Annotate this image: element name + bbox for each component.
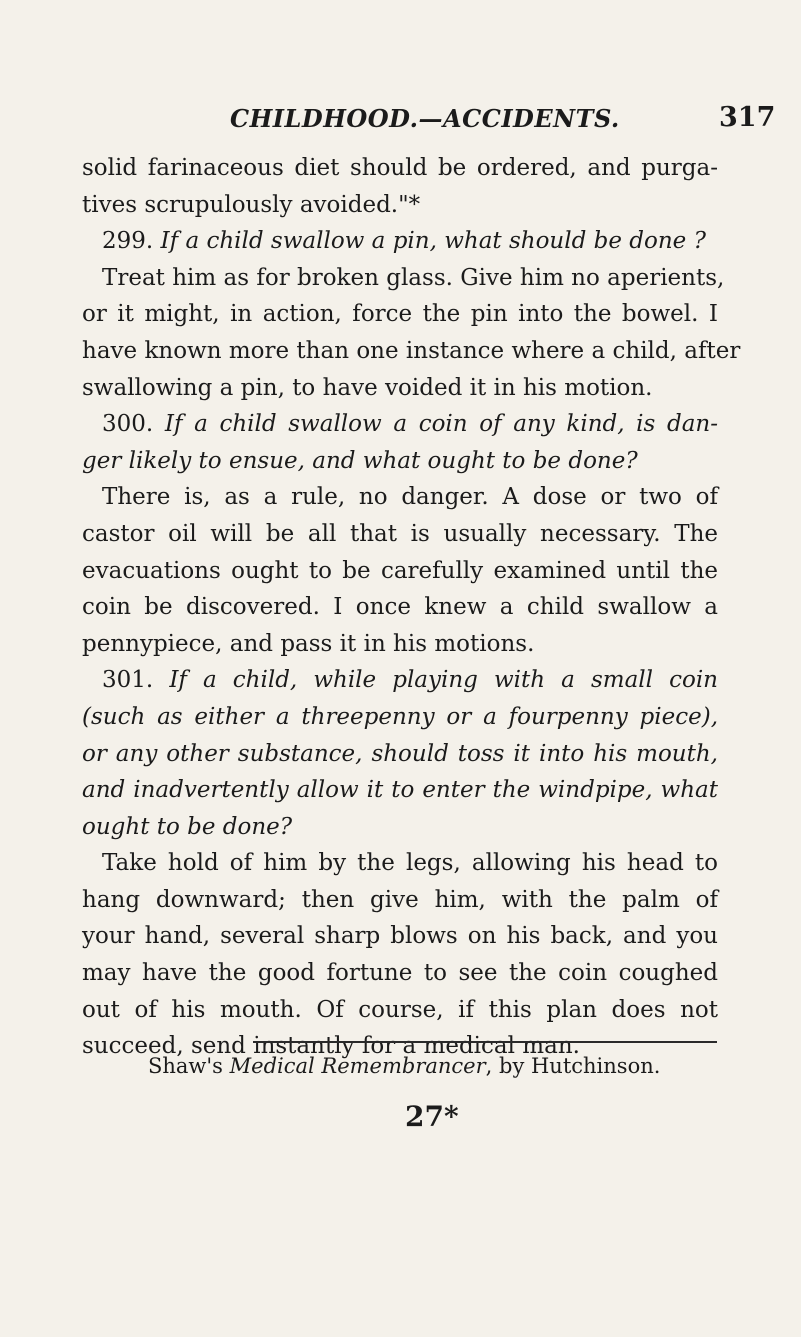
text-line: tives scrupulously avoided."* [82,191,421,218]
footnote-title: Medical Remembrancer [229,1054,486,1078]
text-line: swallowing a pin, to have voided it in his motion. [82,374,653,401]
text-line: solid farinaceous diet should be ordered, and purga- [82,155,718,181]
question-text: If a child swallow a coin of any kind, is dan- [164,411,719,438]
text-line: castor oil will be all that is usually necessary. The [82,520,718,547]
text-line: your hand, several sharp blows on his back, and you [82,923,718,950]
text-line: may have the good fortune to see the coin coughed [82,960,718,987]
body-text [82,150,741,1065]
question-299 [82,223,718,260]
text-line: evacuations ought to be carefully examined until the [82,557,718,584]
text-line: have known more than one instance where a child, after [82,337,741,364]
page-number: 317 [719,102,776,133]
question-text-line: ought to be done? [82,813,293,840]
text-line: hang downward; then give him, with the palm of [82,886,718,913]
text-line: Treat him as for broken glass. Give him no aperients, [102,264,725,291]
question-text-line: ger likely to ensue, and what ought to be done? [82,447,638,474]
text-line: There is, as a rule, no danger. A dose or two of [102,484,718,511]
question-text-line: or any other substance, should toss it into his mouth, [82,740,718,767]
text-line: coin be discovered. I once knew a child swallow a [82,594,718,621]
text-line: pennypiece, and pass it in his motions. [82,630,535,657]
question-number: 300. [102,411,154,438]
question-number: 301. [102,667,154,694]
text-line: out of his mouth. Of course, if this plan does not [82,996,718,1023]
signature-mark: 27* [405,1100,459,1133]
text-line: Take hold of him by the legs, allowing his head to [102,850,718,877]
question-text: If a child swallow a pin, what should be done ? [160,228,706,255]
question-300 [82,406,718,443]
footnote-suffix: , by Hutchinson. [485,1054,661,1078]
question-number: 299. [102,228,154,255]
text-line: succeed, send instantly for a medical man. [82,1033,580,1060]
text-line: or it might, in action, force the pin into the bowel. I [82,301,718,328]
footnote-prefix: Shaw's [148,1054,230,1078]
question-301 [82,662,718,699]
footnote-rule [253,1041,717,1043]
question-text-line: and inadvertently allow it to enter the windpipe, what [82,777,718,804]
question-text: If a child, while playing with a small coin [169,667,718,694]
running-head: CHILDHOOD.—ACCIDENTS. [230,104,620,133]
question-text-line: (such as either a threepenny or a fourpenny piece), [82,703,718,730]
footnote [148,1054,660,1078]
